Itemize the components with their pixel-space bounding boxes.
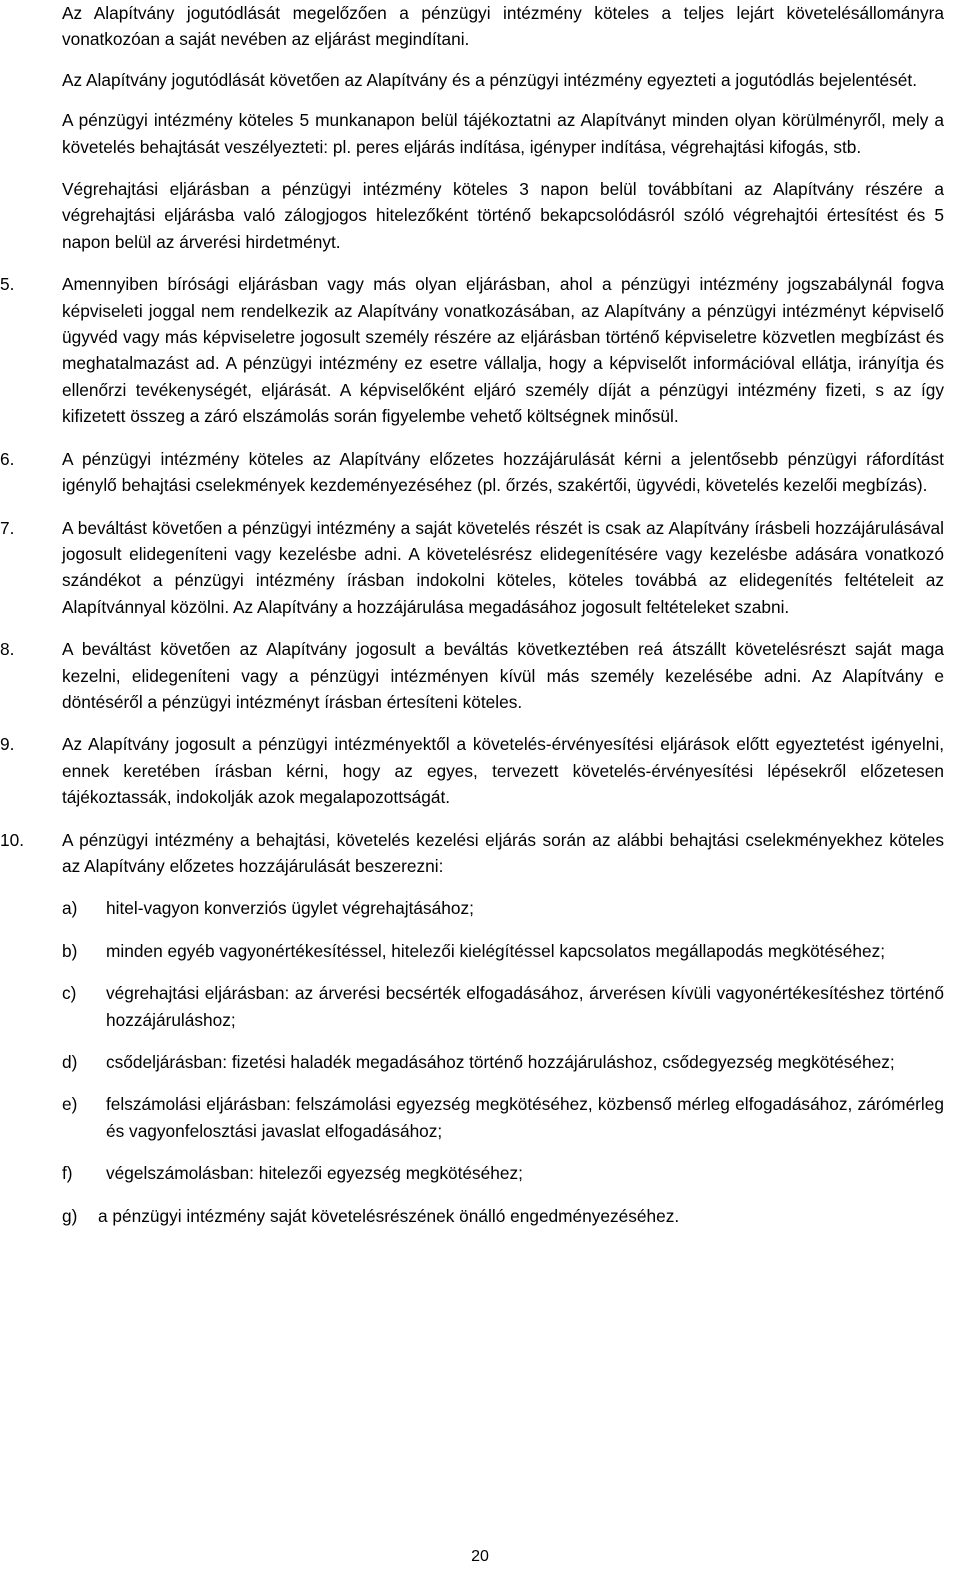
list-item-10: [0, 827, 944, 880]
list-item-8: [0, 636, 944, 715]
sublist-item-a: [62, 895, 944, 921]
intro-paragraph-2: Az Alapítvány jogutódlását követően az Alapítvány és a pénzügyi intézmény egyezteti a jogutódlás bejelentését.: [62, 69, 918, 90]
list-item-number: 8.: [0, 639, 15, 660]
sublist-item-letter: a): [62, 898, 78, 919]
sublist-item-letter: d): [62, 1052, 78, 1072]
list-item-number: 5.: [0, 274, 15, 295]
sublist-item-text: minden egyéb vagyonértékesítéssel, hitelezői kielégítéssel kapcsolatos megállapodás megkötéséhez;: [106, 940, 886, 961]
list-item-number: 9.: [0, 734, 15, 755]
list-item-text: Amennyiben bírósági eljárásban vagy más olyan eljárásban, ahol a pénzügyi intézmény jogszabálynál fogva képviseleti joggal nem rendelkezik az Alapítvány vonatkozásában, az Alapítvány a pénzügyi intézményt képviselő ügyvéd vagy más képviseletre jogosult személy részére az eljárásban történő képviseletre közvetlen megbízást és meghatalmazást ad. A pénzügyi intézmény ez esetre vállalja, hogy a képviselőt információval ellátja, irányítja és ellenőrzi tevékenységét, eljárását. A képviselőként eljáró személy díját a pénzügyi intézmény fizeti, s az így kifizetett összeg a záró elszámolás során figyelembe vehető költségnek minősül.: [62, 274, 944, 427]
sublist-item-text: végelszámolásban: hitelezői egyezség megkötéséhez;: [106, 1163, 523, 1184]
sublist-item-letter: g): [62, 1205, 78, 1226]
list-item-number: 10.: [0, 829, 25, 850]
intro-paragraph-1: Az Alapítvány jogutódlását megelőzően a pénzügyi intézmény köteles a teljes lejárt követelésállományra vonatkozóan a saját nevében az eljárást megindítani.: [62, 3, 944, 50]
page-number: 20: [471, 1548, 489, 1565]
sublist-item-text: hitel-vagyon konverziós ügylet végrehajtásához;: [106, 898, 474, 919]
list-item-5: [0, 271, 944, 429]
list-item-number: 7.: [0, 517, 15, 538]
sublist-item-letter: c): [62, 983, 77, 1004]
intro-paragraph-3: A pénzügyi intézmény köteles 5 munkanapon belül tájékoztatni az Alapítványt minden olyan körülményről, mely a követelés behajtását veszélyezteti: pl. peres eljárás indítása, igényper indítása, végrehajtási kifogás, stb.: [62, 110, 944, 157]
list-item-number: 6.: [0, 448, 15, 469]
sublist-item-text: csődeljárásban: fizetési haladék megadásához történő hozzájáruláshoz, csődegyezség megkötéséhez;: [106, 1052, 895, 1072]
sublist-item-text: a pénzügyi intézmény saját követelésrészének önálló engedményezéséhez.: [98, 1205, 680, 1226]
sublist-item-letter: b): [62, 940, 78, 961]
sublist-item-g: [62, 1203, 944, 1229]
list-item-9: [0, 731, 944, 810]
list-item-6: [0, 446, 944, 499]
intro-paragraph-4: Végrehajtási eljárásban a pénzügyi intézmény köteles 3 napon belül továbbítani az Alapítvány részére a végrehajtási eljárásba való zálogjogos hitelezőként történő bekapcsolódásról szóló végrehajtói értesítést és 5 napon belül az árverési hirdetményt.: [62, 179, 944, 252]
sublist-item-b: [62, 938, 944, 964]
sublist-item-letter: e): [62, 1094, 78, 1115]
sublist-item-f: [62, 1160, 944, 1186]
sublist-item-d: [62, 1049, 944, 1075]
list-item-text: A pénzügyi intézmény a behajtási, követelés kezelési eljárás során az alábbi behajtási cselekményekhez köteles az Alapítvány előzetes hozzájárulását beszerezni:: [62, 829, 944, 876]
sublist-item-e: [62, 1091, 944, 1144]
sublist: [62, 895, 944, 1229]
list-item-text: A beváltást követően a pénzügyi intézmény a saját követelés részét is csak az Alapítvány írásbeli hozzájárulásával jogosult elidegeníteni vagy kezelésbe adni. A követelésrész elidegenítésére vagy kezelésbe adására vonatkozó szándékot a pénzügyi intézmény írásban indokolni köteles, köteles továbbá az elidegenítés feltételeit az Alapítvánnyal közölni. Az Alapítvány a hozzájárulása megadásához jogosult feltételeket szabni.: [62, 517, 944, 617]
list-item-text: Az Alapítvány jogosult a pénzügyi intézményektől a követelés-érvényesítési eljárások előtt egyeztetést igényelni, ennek keretében írásban kérni, hogy az egyes, tervezett követelés-érvényesítési lépésekről előzetesen tájékoztassák, indokolják azok megalapozottságát.: [62, 734, 944, 808]
sublist-item-letter: f): [62, 1163, 73, 1184]
sublist-item-text: felszámolási eljárásban: felszámolási egyezség megkötéséhez, közbenső mérleg elfogadásához, zárómérleg és vagyonfelosztási javaslat elfogadásához;: [106, 1094, 944, 1141]
list-item-text: A beváltást követően az Alapítvány jogosult a beváltás következtében reá átszállt követelésrészt saját maga kezelni, elidegeníteni vagy a pénzügyi intézményen kívül más személy kezelésébe adni. Az Alapítvány e döntéséről a pénzügyi intézményt írásban értesíteni köteles.: [62, 639, 944, 712]
list-item-7: [0, 515, 944, 621]
list-item-text: A pénzügyi intézmény köteles az Alapítvány előzetes hozzájárulását kérni a jelentősebb pénzügyi ráfordítást igénylő behajtási cselekmények kezdeményezéséhez (pl. őrzés, szakértői, ügyvédi, követelés kezelői megbízás).: [62, 448, 944, 496]
sublist-item-text: végrehajtási eljárásban: az árverési becsérték elfogadásához, árverésen kívüli vagyonértékesítéshez történő hozzájáruláshoz;: [106, 983, 944, 1030]
sublist-item-c: [62, 980, 944, 1033]
